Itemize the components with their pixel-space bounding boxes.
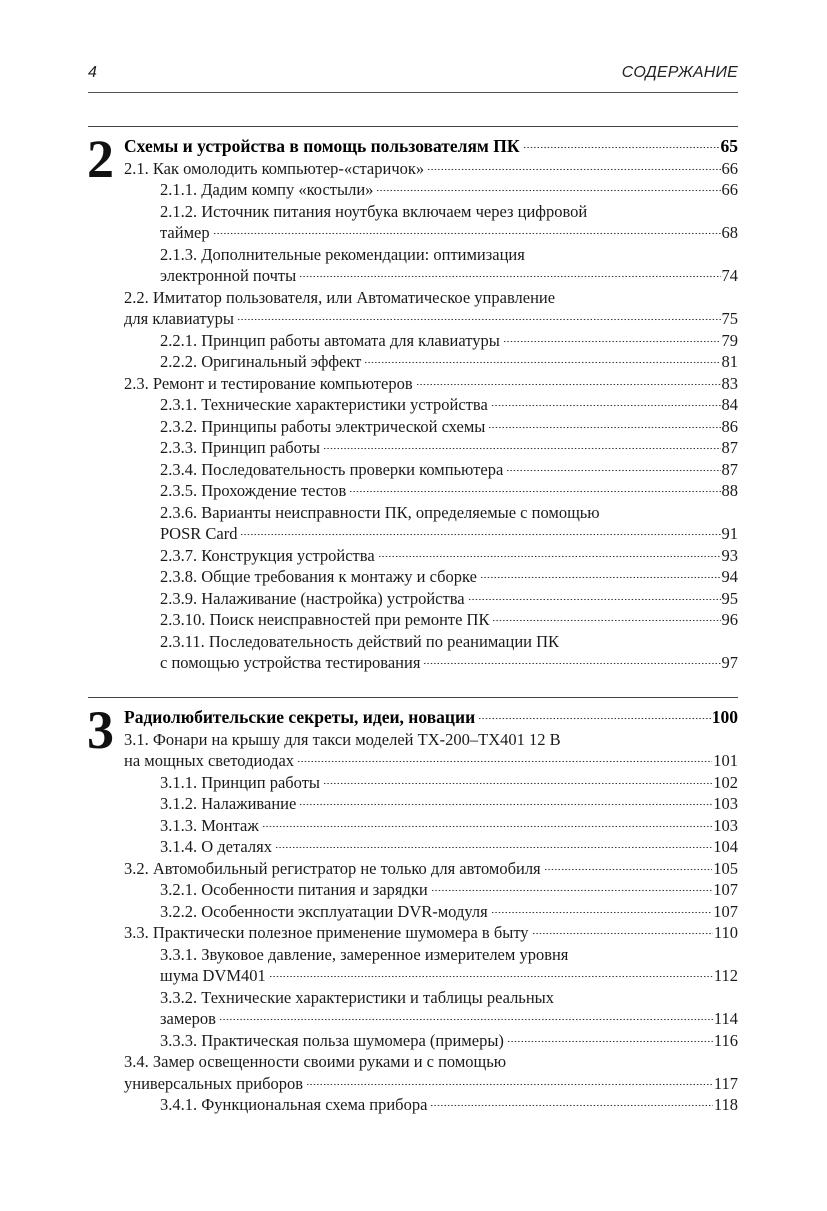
toc-entry[interactable]: [124, 588, 738, 610]
entry-title: шума DVM401: [160, 966, 266, 985]
dot-leader: [491, 905, 713, 917]
dot-leader: [240, 527, 720, 539]
entry-title: 2.3.1. Технические характеристики устройства: [160, 395, 488, 414]
dot-leader: [430, 1098, 712, 1110]
toc-entry[interactable]: [124, 502, 738, 524]
entry-title: 3.3.2. Технические характеристики и таблицы реальных: [160, 987, 554, 1007]
toc-entry[interactable]: [124, 652, 738, 674]
entry-page-number: 66: [721, 158, 738, 178]
entry-page-number: 96: [721, 610, 738, 629]
toc-entry[interactable]: [124, 351, 738, 373]
chapter-title-entry[interactable]: [124, 707, 738, 729]
dot-leader: [427, 162, 720, 174]
entry-title: 2.2. Имитатор пользователя, или Автоматическое управление: [124, 287, 556, 307]
toc-entry[interactable]: [124, 944, 738, 966]
section-title: СОДЕРЖАНИЕ: [621, 64, 738, 81]
entry-page-number: 93: [721, 545, 738, 565]
entry-title: 3.1.1. Принцип работы: [160, 772, 320, 792]
dot-leader: [306, 1077, 713, 1089]
entry-page-number: 91: [721, 524, 738, 543]
entry-title: на мощных светодиодах: [124, 751, 295, 770]
entry-page-number: 88: [721, 481, 738, 500]
entry-title: 2.3.11. Последовательность действий по реанимации ПК: [160, 631, 560, 651]
toc-entry[interactable]: [124, 265, 738, 287]
entry-page-number: 105: [713, 858, 738, 878]
toc-entry[interactable]: [124, 987, 738, 1009]
entry-title: 3.1.2. Налаживание: [160, 794, 297, 813]
entry-title: 2.1.2. Источник питания ноутбука включаем через цифровой: [160, 201, 588, 221]
entry-title: Схемы и устройства в помощь пользователям ПК: [124, 136, 520, 156]
toc-entry[interactable]: [124, 729, 738, 751]
entry-title: 2.3.9. Налаживание (настройка) устройства: [160, 588, 465, 608]
entry-title: 3.2. Автомобильный регистратор не только для автомобиля: [124, 858, 541, 878]
dot-leader: [506, 463, 720, 475]
toc-entry[interactable]: [124, 330, 738, 352]
entry-page-number: 75: [721, 309, 738, 328]
entry-title: Радиолюбительские секреты, идеи, новации: [124, 707, 476, 727]
entry-title: 2.3.6. Варианты неисправности ПК, определяемые с помощью: [160, 502, 600, 522]
entry-title: 3.1.3. Монтаж: [160, 815, 259, 835]
dot-leader: [416, 377, 721, 389]
dot-leader: [423, 656, 720, 668]
entry-page-number: 103: [713, 794, 738, 813]
dot-leader: [213, 226, 721, 238]
entry-page-number: 107: [713, 901, 738, 921]
toc-entry[interactable]: [124, 815, 738, 837]
dot-leader: [478, 711, 711, 723]
entry-title: 2.1. Как омолодить компьютер-«старичок»: [124, 158, 425, 178]
toc-entry[interactable]: [124, 545, 738, 567]
chapter-3-entries: [124, 707, 738, 1116]
dot-leader: [297, 754, 712, 766]
toc-entry[interactable]: [124, 750, 738, 772]
toc-entry[interactable]: [124, 858, 738, 880]
dot-leader: [488, 420, 720, 432]
chapter-title-entry[interactable]: [124, 136, 738, 158]
toc-entry[interactable]: [124, 244, 738, 266]
entry-title: 3.1. Фонари на крышу для такси моделей TX-200–TX401 12 В: [124, 729, 561, 749]
entry-page-number: 87: [721, 438, 738, 457]
entry-page-number: 65: [720, 136, 738, 156]
chapter-2-entries: [124, 136, 738, 674]
toc-entry[interactable]: [124, 836, 738, 858]
entry-title: 2.3.3. Принцип работы: [160, 438, 320, 457]
chapter-3-divider: [88, 697, 738, 698]
toc-entry[interactable]: [124, 201, 738, 223]
entry-title: 2.3. Ремонт и тестирование компьютеров: [124, 373, 413, 393]
dot-leader: [503, 334, 721, 346]
entry-page-number: 102: [713, 772, 738, 792]
entry-title: 3.1.4. О деталях: [160, 837, 272, 856]
toc-entry[interactable]: [124, 922, 738, 944]
toc-entry[interactable]: [124, 287, 738, 309]
dot-leader: [269, 969, 713, 981]
entry-page-number: 94: [721, 567, 738, 586]
dot-leader: [275, 840, 712, 852]
entry-title: 3.4.1. Функциональная схема прибора: [160, 1095, 428, 1114]
entry-page-number: 112: [713, 966, 738, 985]
chapter-2-divider: [88, 126, 738, 127]
entry-title: 3.3.1. Звуковое давление, замеренное измерителем уровня: [160, 944, 569, 964]
entry-page-number: 83: [721, 373, 738, 393]
toc-entry[interactable]: [124, 609, 738, 631]
chapter-2-number: 2: [87, 129, 114, 189]
toc-entry[interactable]: [124, 437, 738, 459]
dot-leader: [491, 398, 721, 410]
running-header: [88, 64, 738, 88]
entry-page-number: 97: [721, 653, 738, 672]
header-divider: [88, 92, 738, 93]
dot-leader: [323, 441, 721, 453]
dot-leader: [219, 1012, 713, 1024]
entry-title: 2.1.3. Дополнительные рекомендации: оптимизация: [160, 244, 525, 264]
dot-leader: [507, 1034, 713, 1046]
entry-title: 2.3.4. Последовательность проверки компьютера: [160, 459, 504, 479]
entry-page-number: 118: [713, 1095, 738, 1114]
toc-entry[interactable]: [124, 523, 738, 545]
dot-leader: [480, 570, 721, 582]
entry-title: 3.2.1. Особенности питания и зарядки: [160, 880, 428, 899]
dot-leader: [364, 355, 720, 367]
entry-title: с помощью устройства тестирования: [160, 653, 421, 672]
entry-title: 3.3. Практически полезное применение шумомера в быту: [124, 923, 529, 942]
dot-leader: [376, 183, 720, 195]
dot-leader: [523, 140, 720, 152]
entry-page-number: 100: [711, 707, 738, 727]
entry-page-number: 107: [713, 880, 738, 899]
entry-page-number: 79: [721, 330, 738, 350]
dot-leader: [468, 592, 721, 604]
toc-entry[interactable]: [124, 373, 738, 395]
toc-entry[interactable]: [124, 566, 738, 588]
entry-title: 2.3.10. Поиск неисправностей при ремонте ПК: [160, 610, 490, 629]
entry-page-number: 110: [713, 923, 738, 942]
dot-leader: [532, 926, 713, 938]
toc-entry[interactable]: [124, 631, 738, 653]
dot-leader: [544, 862, 713, 874]
entry-title: 2.1.1. Дадим компу «костыли»: [160, 180, 374, 199]
toc-entry[interactable]: [124, 158, 738, 180]
page-number: 4: [88, 64, 97, 81]
entry-page-number: 81: [721, 352, 738, 371]
toc-entry[interactable]: [124, 879, 738, 901]
toc-entry[interactable]: [124, 416, 738, 438]
dot-leader: [492, 613, 720, 625]
entry-title: 2.3.5. Прохождение тестов: [160, 481, 347, 500]
dot-leader: [299, 269, 720, 281]
toc-entry[interactable]: [124, 459, 738, 481]
dot-leader: [237, 312, 720, 324]
entry-title: 3.2.2. Особенности эксплуатации DVR-модуля: [160, 901, 488, 921]
entry-title: 2.3.7. Конструкция устройства: [160, 545, 375, 565]
entry-title: 2.3.8. Общие требования к монтажу и сборке: [160, 567, 477, 586]
dot-leader: [323, 776, 712, 788]
toc-entry[interactable]: [124, 1073, 738, 1095]
toc-entry[interactable]: [124, 901, 738, 923]
entry-page-number: 103: [713, 815, 738, 835]
toc-entry[interactable]: [124, 308, 738, 330]
toc-entry[interactable]: [124, 222, 738, 244]
entry-page-number: 117: [713, 1073, 738, 1093]
entry-page-number: 101: [713, 751, 738, 770]
toc-entry[interactable]: [124, 793, 738, 815]
entry-title: замеров: [160, 1009, 216, 1028]
entry-page-number: 104: [713, 837, 738, 856]
entry-title: для клавиатуры: [124, 309, 235, 328]
toc-entry[interactable]: [124, 1008, 738, 1030]
dot-leader: [262, 819, 713, 831]
toc-entry[interactable]: [124, 480, 738, 502]
entry-title: 2.2.2. Оригинальный эффект: [160, 352, 362, 371]
dot-leader: [431, 883, 713, 895]
dot-leader: [378, 549, 721, 561]
entry-title: 3.3.3. Практическая польза шумомера (примеры): [160, 1030, 504, 1050]
entry-title: 2.3.2. Принципы работы электрической схемы: [160, 416, 486, 436]
toc-entry[interactable]: [124, 965, 738, 987]
entry-page-number: 86: [721, 416, 738, 436]
toc-entry[interactable]: [124, 179, 738, 201]
entry-title: POSR Card: [160, 524, 238, 543]
toc-entry[interactable]: [124, 1094, 738, 1116]
entry-title: таймер: [160, 223, 210, 242]
entry-title: 2.2.1. Принцип работы автомата для клавиатуры: [160, 330, 500, 350]
entry-page-number: 68: [721, 223, 738, 242]
entry-title: 3.4. Замер освещенности своими руками и с помощью: [124, 1052, 507, 1071]
toc-entry[interactable]: [124, 1051, 738, 1073]
dot-leader: [299, 797, 712, 809]
entry-title: электронной почты: [160, 266, 297, 285]
entry-page-number: 116: [713, 1030, 738, 1050]
entry-page-number: 84: [721, 395, 738, 414]
chapter-3-number: 3: [87, 700, 114, 760]
entry-page-number: 66: [721, 180, 738, 199]
toc-entry[interactable]: [124, 1030, 738, 1052]
toc-entry[interactable]: [124, 772, 738, 794]
dot-leader: [349, 484, 720, 496]
entry-title: универсальных приборов: [124, 1073, 304, 1093]
toc-entry[interactable]: [124, 394, 738, 416]
entry-page-number: 74: [721, 266, 738, 285]
entry-page-number: 87: [721, 459, 738, 479]
entry-page-number: 114: [713, 1009, 738, 1028]
entry-page-number: 95: [721, 588, 738, 608]
